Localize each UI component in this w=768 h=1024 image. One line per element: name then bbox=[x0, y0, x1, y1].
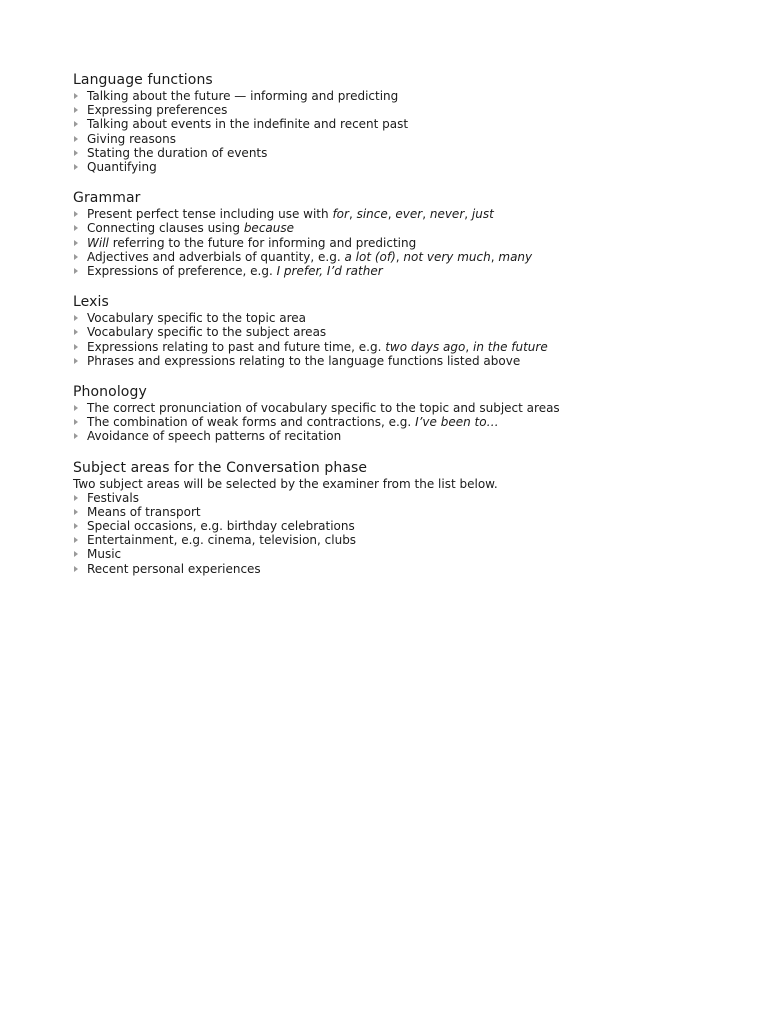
list-item: Festivals bbox=[73, 491, 713, 505]
bullet-arrow-icon bbox=[74, 358, 78, 364]
bullet-arrow-icon bbox=[74, 225, 78, 231]
list-item: Avoidance of speech patterns of recitation bbox=[73, 429, 713, 443]
list-item: Expressing preferences bbox=[73, 103, 713, 117]
bullet-arrow-icon bbox=[74, 164, 78, 170]
list-item: Means of transport bbox=[73, 505, 713, 519]
list-item: Phrases and expressions relating to the language functions listed above bbox=[73, 354, 713, 368]
list-item: Entertainment, e.g. cinema, television, clubs bbox=[73, 533, 713, 547]
list-item: Talking about the future — informing and predicting bbox=[73, 89, 713, 103]
bullet-arrow-icon bbox=[74, 551, 78, 557]
list-item: Special occasions, e.g. birthday celebrations bbox=[73, 519, 713, 533]
list-item: Vocabulary specific to the topic area bbox=[73, 311, 713, 325]
section-heading: Grammar bbox=[73, 190, 141, 207]
section-heading: Phonology bbox=[73, 384, 147, 401]
bullet-arrow-icon bbox=[74, 136, 78, 142]
list-item: Quantifying bbox=[73, 160, 713, 174]
bullet-arrow-icon bbox=[74, 240, 78, 246]
bullet-arrow-icon bbox=[74, 211, 78, 217]
bullet-arrow-icon bbox=[74, 509, 78, 515]
list-item: Talking about events in the indefinite and recent past bbox=[73, 117, 713, 131]
grammar-section bbox=[73, 189, 713, 278]
bullet-arrow-icon bbox=[74, 419, 78, 425]
list-item: Connecting clauses using because bbox=[73, 221, 713, 235]
list-item: Vocabulary specific to the subject areas bbox=[73, 325, 713, 339]
list-item: Expressions of preference, e.g. I prefer, I’d rather bbox=[73, 264, 713, 278]
subject-areas-section bbox=[73, 459, 713, 576]
section-heading: Subject areas for the Conversation phase bbox=[73, 459, 368, 476]
bullet-arrow-icon bbox=[74, 566, 78, 572]
list-item: Adjectives and adverbials of quantity, e.g. a lot (of), not very much, many bbox=[73, 250, 713, 264]
bullet-arrow-icon bbox=[74, 107, 78, 113]
bullet-list bbox=[73, 207, 713, 278]
bullet-arrow-icon bbox=[74, 433, 78, 439]
lexis-section bbox=[73, 293, 713, 368]
phonology-section bbox=[73, 383, 713, 444]
bullet-arrow-icon bbox=[74, 329, 78, 335]
bullet-arrow-icon bbox=[74, 268, 78, 274]
language-functions-section bbox=[73, 71, 713, 174]
bullet-arrow-icon bbox=[74, 121, 78, 127]
bullet-list bbox=[73, 311, 713, 368]
section-heading: Lexis bbox=[73, 294, 109, 311]
list-item: Expressions relating to past and future time, e.g. two days ago, in the future bbox=[73, 340, 713, 354]
list-item: The correct pronunciation of vocabulary specific to the topic and subject areas bbox=[73, 401, 713, 415]
bullet-arrow-icon bbox=[74, 315, 78, 321]
section-heading: Language functions bbox=[73, 72, 213, 88]
bullet-arrow-icon bbox=[74, 537, 78, 543]
bullet-list bbox=[73, 89, 713, 174]
bullet-arrow-icon bbox=[74, 254, 78, 260]
list-item: Giving reasons bbox=[73, 132, 713, 146]
list-item: The combination of weak forms and contractions, e.g. I’ve been to… bbox=[73, 415, 713, 429]
bullet-arrow-icon bbox=[74, 495, 78, 501]
list-item: Present perfect tense including use with for, since, ever, never, just bbox=[73, 207, 713, 221]
document-page bbox=[73, 71, 713, 591]
bullet-arrow-icon bbox=[74, 150, 78, 156]
bullet-arrow-icon bbox=[74, 93, 78, 99]
section-intro: Two subject areas will be selected by the examiner from the list below. bbox=[73, 476, 498, 491]
list-item: Music bbox=[73, 547, 713, 561]
list-item: Stating the duration of events bbox=[73, 146, 713, 160]
list-item: Recent personal experiences bbox=[73, 562, 713, 576]
bullet-arrow-icon bbox=[74, 523, 78, 529]
bullet-list bbox=[73, 491, 713, 576]
bullet-arrow-icon bbox=[74, 344, 78, 350]
bullet-list bbox=[73, 401, 713, 444]
list-item: Will referring to the future for informing and predicting bbox=[73, 236, 713, 250]
bullet-arrow-icon bbox=[74, 405, 78, 411]
